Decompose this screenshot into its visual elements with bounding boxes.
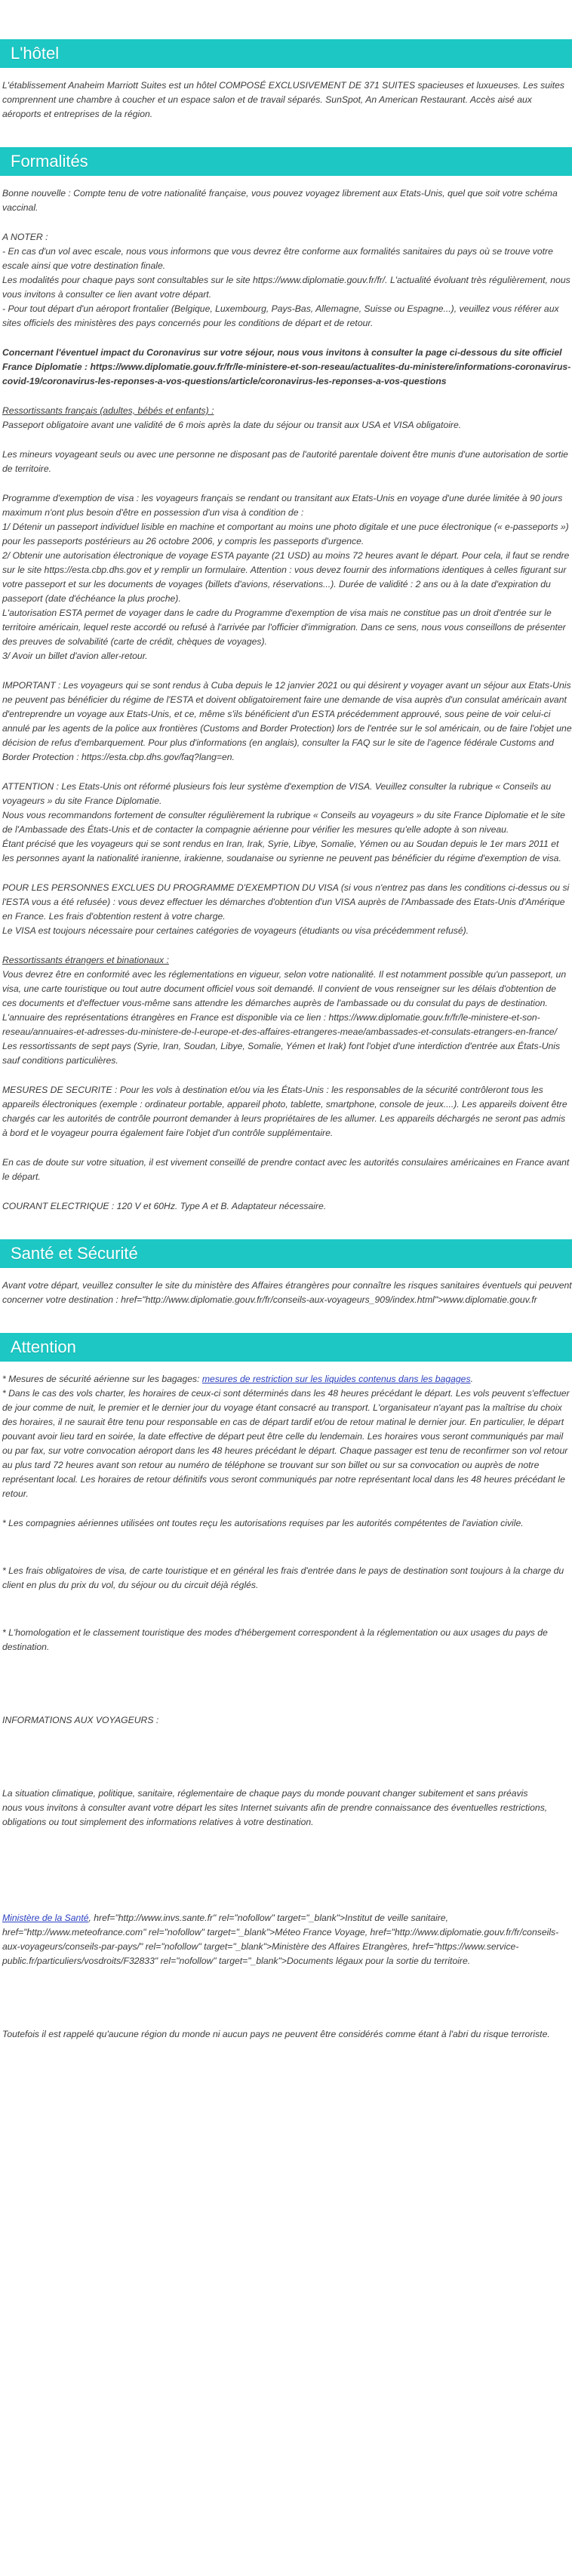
section-body-attention <box>0 1372 572 2042</box>
attention-liens-utiles-text: , href="http://www.invs.sante.fr" rel="nofollow" target="_blank">Institut de veille sanitaire, href="http://www.meteofrance.com" rel="nofollow" target="_blank">Méteo France Voyage, href="http://www.diplomatie.gouv.fr/fr/conseils-aux-voyageurs/conseils-par-pays/" rel="nofollow" target="_blank">Ministère des Affaires Etrangères, href="https://www.service-public.fr/particuliers/vosdroits/F32833" rel="nofollow" target="_blank">Documents légaux pour la sortie du territoire. <box>2 1913 559 1966</box>
section-title-hotel: L'hôtel <box>0 39 572 68</box>
attention-liens-utiles <box>2 1911 572 1968</box>
spacer <box>2 1845 572 1911</box>
attention-bagages <box>2 1372 572 1386</box>
formalites-doute: En cas de doute sur votre situation, il est vivement conseillé de prendre contact avec les autorités consulaires américaines en France avant le départ. <box>2 1157 570 1182</box>
formalites-personnes-exclues: POUR LES PERSONNES EXCLUES DU PROGRAMME D'EXEMPTION DU VISA (si vous n'entrez pas dans les conditions ci-dessus ou si l'ESTA vous a été refusée) : vous devez effectuer les démarches d'obtention d'un VISA auprès de l'Ambassade des Etats-Unis d'Amérique en France. Les frais d'obtention restent à votre charge. Le VISA est toujours nécessaire pour certaines catégories de voyageurs (étudiants ou visa précédemment refusé). <box>2 882 570 936</box>
liquides-restriction-link[interactable]: mesures de restriction sur les liquides contenus dans les bagages <box>201 1374 471 1384</box>
section-hotel <box>0 39 572 122</box>
section-body-hotel <box>0 78 572 122</box>
section-formalites <box>0 147 572 1214</box>
section-body-sante <box>0 1279 572 1307</box>
attention-bagages-prefix: * Mesures de sécurité aérienne sur les bagages: <box>2 1374 202 1384</box>
formalites-nationality-note: Bonne nouvelle : Compte tenu de votre nationalité française, vous pouvez voyagez librement aux Etats-Unis, quel que soit votre schéma vaccinal. <box>2 188 558 213</box>
attention-frais-visa: * Les frais obligatoires de visa, de carte touristique et en général les frais d'entrée dans le pays de destination sont toujours à la charge du client en plus du prix du vol, du séjour ou du circuit déjà réglés. <box>2 1565 564 1590</box>
formalites-ressortissants-etrangers <box>2 953 572 1068</box>
section-title-sante: Santé et Sécurité <box>0 1239 572 1268</box>
formalites-mesures-securite: MESURES DE SECURITE : Pour les vols à destination et/ou via les États-Unis : les responsables de la sécurité contrôleront tous les appareils électroniques (exemple : ordinateur portable, appareil photo, tablette, smartphone, console de jeux....). Les appareils doivent être chargés car les autorités de contrôle pourront demander à leurs propriétaires de les allumer. Les appareils déchargés ne seront pas admis à bord et le voyageur pourra également faire l'objet d'un contrôle supplémentaire. <box>2 1085 567 1138</box>
section-sante <box>0 1239 572 1307</box>
attention-vols-charter: * Dans le cas des vols charter, les horaires de ceux-ci sont déterminés dans les 48 heures précédant le départ. Les vols peuvent s'effectuer de jour comme de nuit, le premier et le dernier jour du voyage étant consacré au transport. L'organisateur n'ayant pas la maîtrise du choix des horaires, il ne saurait être tenu pour responsable en cas de départ tardif et/ou de retour matinal le dernier jour. En particulier, le départ pouvant avoir lieu tard en soirée, la date effective de départ peut être celle du lendemain. Les horaires vous seront communiqués par mail ou par fax, sur votre convocation aéroport dans les 48 heures précédant le départ. Chaque passager est tenu de reconfirmer son vol retour au plus tard 72 heures avant son retour au numéro de téléphone se trouvant sur son billet ou sur sa convocation ou auprès de notre représentant local. Les horaires de retour définitifs vous seront communiqués par notre représentant local dans les 48 heures précédant le retour. <box>2 1388 570 1499</box>
attention-risque-terroriste: Toutefois il est rappelé qu'aucune région du monde ni aucun pays ne peuvent être considérés comme étant à l'abri du risque terroriste. <box>2 2029 550 2039</box>
sante-text: Avant votre départ, veuillez consulter le site du ministère des Affaires étrangères pour connaître les risques sanitaires éventuels qui peuvent concerner votre destination : href="http://www.diplomatie.gouv.fr/fr/conseils-aux-voyageurs_909/index.html">www.diplomatie.gouv.fr <box>2 1280 572 1305</box>
formalites-ressortissants-etrangers-heading: Ressortissants étrangers et binationaux : <box>2 955 169 965</box>
spacer <box>2 1743 572 1787</box>
section-title-attention: Attention <box>0 1333 572 1362</box>
section-attention <box>0 1333 572 2042</box>
attention-informations-voyageurs: INFORMATIONS AUX VOYAGEURS : <box>2 1715 159 1725</box>
hotel-description: L'établissement Anaheim Marriott Suites est un hôtel COMPOSÉ EXCLUSIVEMENT DE 371 SUITES spacieuses et luxueuses. Les suites comprennent une chambre à coucher et un espace salon et de travail séparés. SunSpot, An American Restaurant. Accès aisé aux aéroports et entreprises de la région. <box>2 80 564 119</box>
attention-situation-climatique: La situation climatique, politique, sanitaire, réglementaire de chaque pays du monde pouvant changer subitement et sans préavis nous vous invitons à consulter avant votre départ les sites Internet suivants afin de prendre connaissance des éventuelles restrictions, obligations ou tout simplement des informations relatives à votre destination. <box>2 1788 548 1827</box>
formalites-ressortissants-francais-heading: Ressortissants français (adultes, bébés et enfants) : <box>2 405 214 416</box>
spacer <box>2 1546 572 1564</box>
formalites-ressortissants-francais <box>2 404 572 432</box>
formalites-ressortissants-francais-text: Passeport obligatoire avant une validité de 6 mois après la date du séjour ou transit aux USA et VISA obligatoire. <box>2 420 462 430</box>
attention-bagages-suffix: . <box>470 1374 473 1384</box>
section-title-formalites: Formalités <box>0 147 572 176</box>
formalites-attention-visa: ATTENTION : Les Etats-Unis ont réformé plusieurs fois leur système d'exemption de VISA. Veuillez consulter la rubrique « Conseils au voyageurs » du site France Diplomatie. Nous vous recommandons fortement de consulter régulièrement la rubrique « Conseils au voyageurs » du site France Diplomatie et le site de l'Ambassade des États-Unis et de contacter la compagnie aérienne pour vérifier les mesures qu'elle adopte à son niveau. Étant précisé que les voyageurs qui se sont rendus en Iran, Irak, Syrie, Libye, Somalie, Yémen ou au Soudan depuis le 1er mars 2011 et les personnes ayant la nationalité iranienne, irakienne, soudanaise ou syrienne ne peuvent pas bénéficier du régime d'exemption de visa. <box>2 781 565 863</box>
formalites-programme-exemption: Programme d'exemption de visa : les voyageurs français se rendant ou transitant aux Etats-Unis en voyage d'une durée limitée à 90 jours maximum n'ont plus besoin d'être en possession d'un visa à condition de : 1/ Détenir un passeport individuel lisible en machine et comportant au moins une photo digitale et une puce électronique (« e-passeports ») pour les passeports postérieurs au 26 octobre 2006, y compris les passeports d'urgence. 2/ Obtenir une autorisation électronique de voyage ESTA payante (21 USD) au moins 72 heures avant le départ. Pour cela, il faut se rendre sur le site https://esta.cbp.dhs.gov et y remplir un formulaire. Attention : vous devez fournir des informations identiques à celles figurant sur votre passeport et sur les documents de voyages (billets d'avions, réservations...). Durée de validité : 2 ans ou à la date d'expiration du passeport (date d'échéance la plus proche). L'autorisation ESTA permet de voyager dans le cadre du Programme d'exemption de visa mais ne constitue pas un droit d'entrée sur le territoire américain, lequel reste accordé ou refusé à l'arrivée par l'officier d'immigration. Dans ce sens, nous vous conseillons de présenter des preuves de solvabilité (carte de crédit, chèques de voyages). 3/ Avoir un billet d'avion aller-retour. <box>2 493 570 661</box>
formalites-mineurs: Les mineurs voyageant seuls ou avec une personne ne disposant pas de l'autorité parentale doivent être munis d'une autorisation de sortie de territoire. <box>2 449 568 474</box>
formalites-coronavirus-note <box>2 346 572 389</box>
formalites-courant-electrique: COURANT ELECTRIQUE : 120 V et 60Hz. Type A et B. Adaptateur nécessaire. <box>2 1201 327 1211</box>
section-body-formalites <box>0 186 572 1214</box>
attention-compagnies: * Les compagnies aériennes utilisées ont toutes reçu les autorisations requises par les autorités compétentes de l'aviation civile. <box>2 1518 524 1528</box>
ministere-sante-link[interactable]: Ministère de la Santé <box>2 1913 89 1923</box>
spacer <box>2 1608 572 1626</box>
spacer <box>2 1984 572 2027</box>
spacer <box>2 1670 572 1713</box>
formalites-a-noter: A NOTER : - En cas d'un vol avec escale, nous vous informons que vous devrez être conforme aux formalités sanitaires du pays où se trouve votre escale ainsi que votre destination finale. Les modalités pour chaque pays sont consultables sur le site https://www.diplomatie.gouv.fr/fr/. L'actualité évoluant très régulièrement, nous vous invitons à consulter ce lien avant votre départ. - Pour tout départ d'un aéroport frontalier (Belgique, Luxembourg, Pays-Bas, Allemagne, Suisse ou Espagne...), veuillez vous référer aux sites officiels des ministères des pays concernés pour les conditions de départ et de retour. <box>2 232 570 328</box>
formalites-coronavirus-bold: Concernant l'éventuel impact du Coronavirus sur votre séjour, nous vous invitons à consulter la page ci-dessous du site officiel France Diplomatie : https://www.diplomatie.gouv.fr/fr/le-ministere-et-son-reseau/actualites-du-ministere/informations-coronavirus-covid-19/coronavirus-les-reponses-a-vos-questions/article/coronavirus-les-reponses-a-vos-questions <box>2 347 571 386</box>
attention-homologation: * L'homologation et le classement touristique des modes d'hébergement correspondent à la réglementation ou aux usages du pays de destination. <box>2 1627 548 1652</box>
formalites-important-cuba: IMPORTANT : Les voyageurs qui se sont rendus à Cuba depuis le 12 janvier 2021 ou qui désirent y voyager avant un séjour aux Etats-Unis ne peuvent pas bénéficier du régime de l'ESTA et doivent obligatoirement faire une demande de visa auprès d'un consulat américain avant d'entreprendre un voyage aux Etats-Unis, et ce, même s'ils bénéficient d'un ESTA précédemment approuvé, sous peine de voir celui-ci annulé par les agents de la police aux frontières (Customs and Border Protection) lors de l'entrée sur le sol américain, ou de faire l'objet une décision de refus d'embarquement. Pour plus d'informations (en anglais), consulter la FAQ sur le site de l'agence fédérale Customs and Border Protection : https://esta.cbp.dhs.gov/faq?lang=en. <box>2 680 572 762</box>
formalites-ressortissants-etrangers-text: Vous devrez être en conformité avec les réglementations en vigueur, selon votre nationalité. Il est notamment possible qu'un passeport, un visa, une carte touristique ou tout autre document officiel vous soit demandé. Il convient de vous renseigner sur les délais d'obtention de ces documents et d'effectuer vous-même sans attendre les démarches auprès de l'ambassade ou du consulat du pays de destination. L'annuaire des représentations étrangères en France est disponible via ce lien : https://www.diplomatie.gouv.fr/fr/le-ministere-et-son-reseau/annuaires-et-adresses-du-ministere-de-l-europe-et-des-affaires-etrangeres-meae/ambassades-et-consulats-etrangers-en-france/ Les ressortissants de sept pays (Syrie, Iran, Soudan, Libye, Somalie, Yémen et Irak) font l'objet d'une interdiction d'entrée aux États-Unis sauf conditions particulières. <box>2 969 567 1066</box>
